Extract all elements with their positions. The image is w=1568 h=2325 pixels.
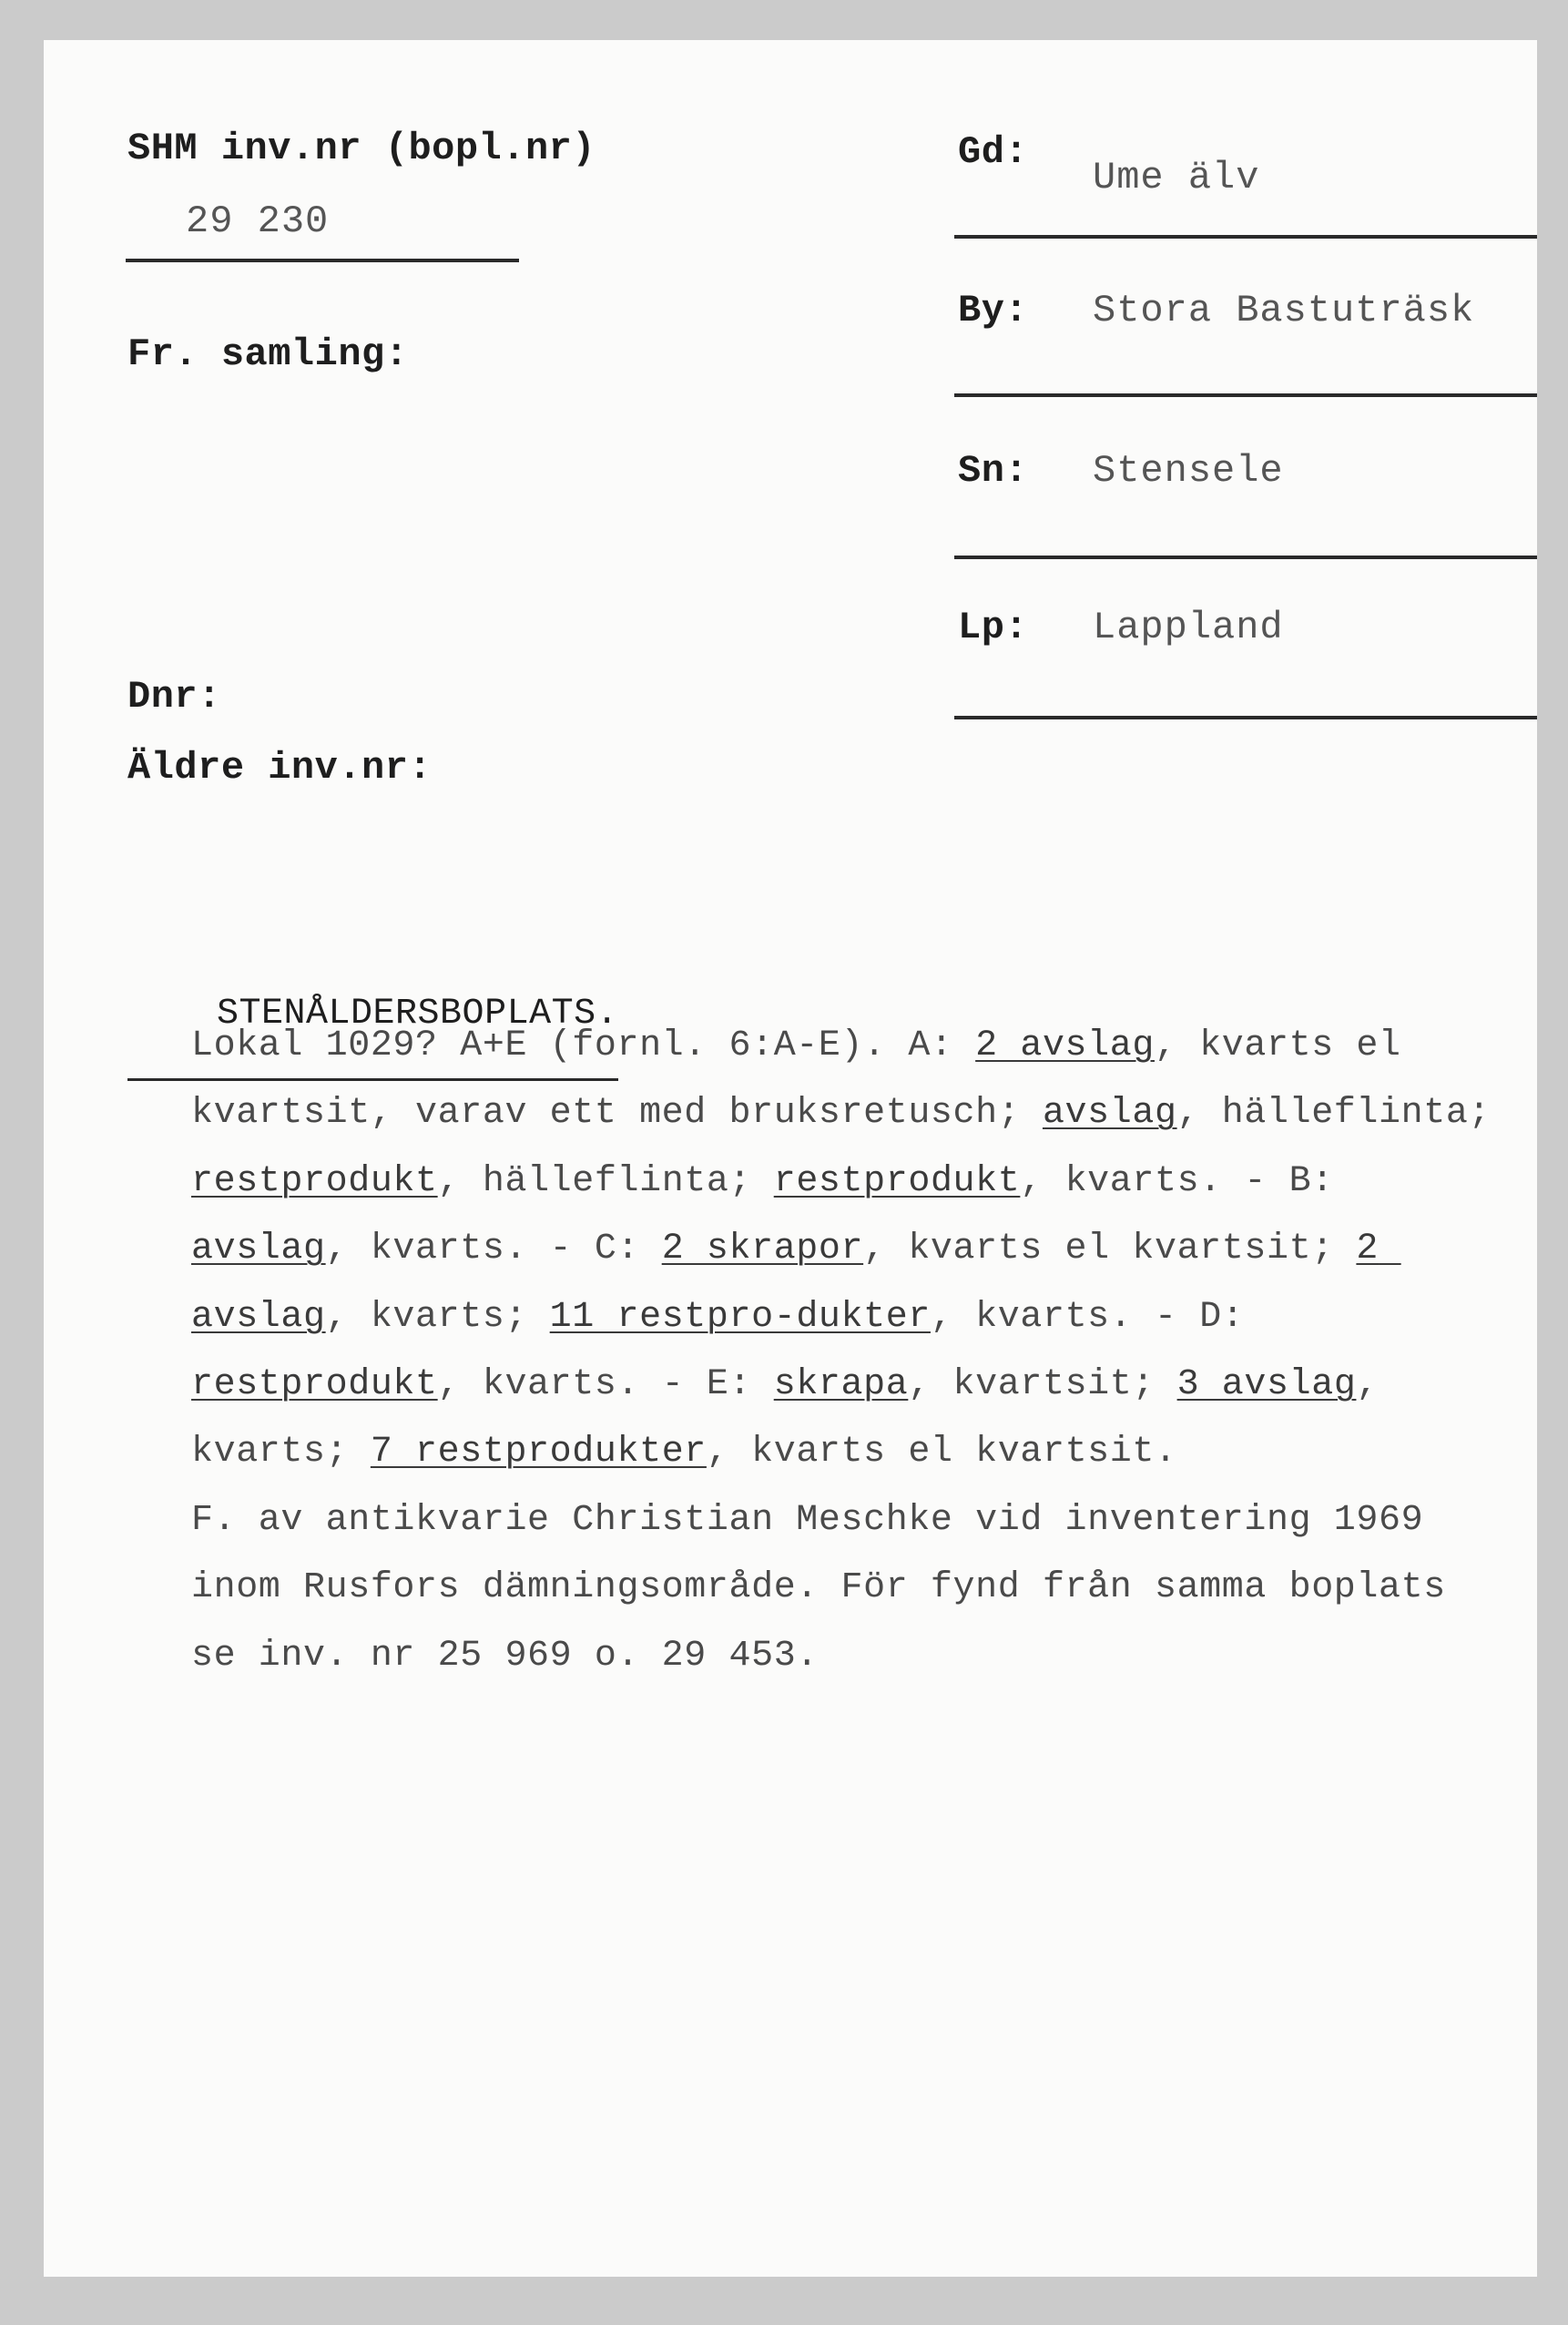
aldre-inv-label: Äldre inv.nr:	[127, 746, 433, 790]
by-value: Stora Bastuträsk	[1093, 289, 1475, 332]
underlined-find-term: restprodukt	[191, 1160, 438, 1202]
underlined-find-term: 2 avslag	[975, 1025, 1155, 1066]
underlined-find-term: restprodukt	[191, 1364, 438, 1406]
lp-rule	[954, 716, 1537, 719]
description-text-segment: , kvarts. - E:	[437, 1364, 774, 1406]
description-text-segment: , kvarts el kvartsit;	[863, 1229, 1357, 1270]
fr-samling-label: Fr. samling:	[127, 332, 409, 376]
underlined-find-term: avslag	[1042, 1093, 1177, 1135]
inventory-number-value: 29 230	[186, 199, 330, 243]
description-text-segment: , kvarts;	[325, 1296, 550, 1338]
underlined-find-term: 11 restpro-dukter	[549, 1296, 931, 1338]
description-text-segment: , kvartsit;	[908, 1364, 1177, 1406]
gd-rule	[954, 235, 1537, 239]
underlined-find-term: avslag	[191, 1229, 326, 1270]
description-text-segment: , hälleflinta;	[1176, 1093, 1513, 1135]
underlined-find-term: 7 restprodukter	[370, 1432, 707, 1474]
underlined-find-term: 2 avslag	[191, 1229, 1401, 1338]
lp-label: Lp:	[958, 606, 1029, 649]
description-text-segment: , kvarts el kvartsit. F. av antikvarie Christian Meschke vid inventering 1969 inom Rusfors dämningsområde. För fynd från samma boplats se inv. nr 25 969 o. 29 453.	[191, 1432, 1446, 1677]
inventory-number-label: SHM inv.nr (bopl.nr)	[127, 127, 596, 170]
sn-value: Stensele	[1093, 449, 1284, 493]
by-rule	[954, 393, 1537, 397]
description-text-segment: , kvarts. - D:	[930, 1296, 1268, 1338]
underlined-find-term: 2 skrapor	[661, 1229, 864, 1270]
finds-description	[191, 1013, 1512, 1690]
lp-value: Lappland	[1093, 606, 1284, 649]
sn-label: Sn:	[958, 449, 1029, 493]
underlined-find-term: 3 avslag	[1176, 1364, 1357, 1406]
by-label: By:	[958, 289, 1029, 332]
sn-rule	[954, 556, 1537, 559]
section-title-text: STENÅLDERSBOPLATS.	[217, 994, 619, 1035]
inventory-number-rule	[126, 259, 519, 262]
underlined-find-term: restprodukt	[773, 1160, 1021, 1202]
description-text-segment: , kvarts el kvartsit, varav ett med bruksretusch;	[191, 1025, 1424, 1135]
description-text-segment: , kvarts;	[191, 1364, 1401, 1474]
description-text-segment: Lokal 1029? A+E (fornl. 6:A-E). A:	[191, 1025, 976, 1066]
dnr-label: Dnr:	[127, 675, 221, 719]
gd-label: Gd:	[958, 130, 1029, 174]
description-text-segment: , kvarts. - C:	[325, 1229, 662, 1270]
description-text-segment: , hälleflinta;	[437, 1160, 774, 1202]
underlined-find-term: skrapa	[773, 1364, 909, 1406]
gd-value: Ume älv	[1093, 156, 1260, 199]
description-text-segment: , kvarts. - B:	[1020, 1160, 1357, 1202]
